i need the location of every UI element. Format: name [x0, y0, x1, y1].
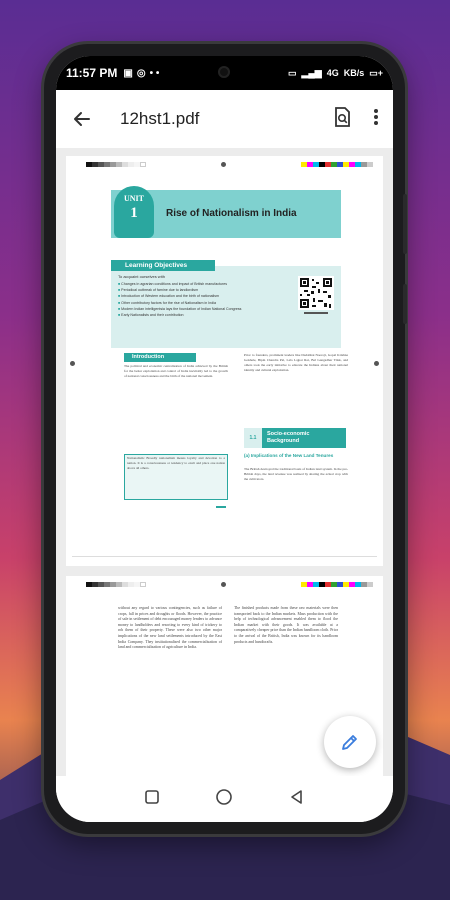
notification-icon: ▣ — [123, 67, 133, 79]
grayscale-bar — [86, 582, 146, 587]
list-item: ■ Changes in agrarian conditions and impact of British manufactures — [118, 281, 288, 287]
list-item: ■ Periodical outbreak of famine due to landlordism — [118, 287, 288, 293]
page2-right-column: The finished products made from these raw materials were then transported back to the Indian markets. Mass production with the help of technological advancement enabled them to flood the Indian market with their goods. It was available at a comparatively cheaper price than the Indian handloom cloth. Prior to the arrival of the British, India was known for its handloom products and handicrafts. — [234, 606, 338, 644]
unit-badge — [114, 186, 154, 238]
introduction-paragraph: The political and economic centralisation of India achieved by the British for the better exploitation and control of India inevitably led to the growth of national consciousness and the birth of the national movement. — [124, 364, 228, 379]
unit-label: UNIT — [123, 194, 144, 203]
objectives-list — [118, 281, 288, 318]
page-marker — [216, 506, 226, 508]
introduction-heading: Introduction — [124, 353, 196, 362]
page2-left-column: without any regard to various contingencies, such as failure of crops, fall in prices and droughts or floods. However, the practice of sale in settlement of debt encouraged money lenders to advance money to landholders and resorting to every kind of trickery to rob them of their property. These were also two other major implications of the new land settlements introduced by the East India Company. They institutionalised the commercialisation of land and commercialisation of agriculture in India. — [118, 606, 222, 650]
pdf-viewer[interactable] — [56, 148, 393, 776]
list-item: ■ Modern Indian intelligentsia lays the foundation of Indian National Congress — [118, 306, 288, 312]
subsection-paragraph: The British destroyed the traditional basis of Indian land system. In the pre-British days, the land revenue was realised by sharing the actual crop with the cultivators. — [244, 467, 348, 482]
chapter-title: Rise of Nationalism in India — [166, 208, 297, 219]
registration-mark — [221, 162, 226, 167]
qr-code-icon — [298, 276, 334, 316]
network-speed: KB/s — [343, 68, 365, 78]
file-title: 12hst1.pdf — [120, 109, 200, 128]
unit-number: 1 — [130, 205, 138, 221]
status-time: 11:57 PM — [66, 66, 118, 80]
edit-fab[interactable] — [324, 716, 376, 768]
edit-pencil-icon — [340, 732, 360, 752]
subsection-heading: (a) Implications of the New Land Tenures — [244, 453, 334, 458]
more-dots-icon: • • — [149, 67, 160, 79]
power-button — [403, 284, 407, 324]
objectives-intro: To acquaint ourselves with — [118, 274, 165, 279]
sync-icon: ◎ — [136, 67, 146, 79]
section-heading: Socio-economic Background — [262, 428, 346, 448]
search-document-icon[interactable] — [333, 107, 351, 132]
learning-objectives-heading: Learning Objectives — [111, 260, 215, 271]
system-nav-bar — [56, 776, 393, 822]
back-arrow-icon[interactable] — [70, 107, 94, 131]
signal-icon: ▂▄▆ — [301, 67, 322, 78]
nationalism-note: Nationalism: Broadly nationalism means loyalty and devotion to a nation. It is a consciousness or tendency to exalt and place one nation above all others. — [127, 456, 225, 471]
list-item: ■ Introduction of Western education and the birth of nationalism — [118, 293, 288, 299]
list-item: ■ Other contributory factors for the rise of Nationalism in India — [118, 300, 288, 306]
home-circle-icon[interactable] — [215, 788, 233, 811]
more-vert-icon[interactable] — [373, 108, 379, 131]
back-triangle-icon[interactable] — [289, 789, 305, 810]
color-bar — [301, 162, 373, 167]
phone-screen — [56, 56, 393, 822]
registration-mark — [374, 361, 379, 366]
battery-icon: ▭+ — [369, 67, 383, 78]
registration-mark — [221, 582, 226, 587]
app-bar — [56, 90, 393, 148]
color-bar — [301, 582, 373, 587]
section-number: 1.1 — [244, 428, 262, 448]
volume-button — [403, 194, 407, 254]
pdf-page-1 — [66, 156, 383, 566]
right-column-paragraph: Prior to founders, prominent leaders like Dadabhai Naoroji, Gopal Krishna Gokhale, Bipin Chandra Pal, Lala Lajpat Rai, Bal Gangadhar Tilak, and others took the early initiative to educate the Indians about their national identity and cultural exploitation. — [244, 353, 348, 373]
phone-frame — [44, 44, 405, 834]
grayscale-bar — [86, 162, 146, 167]
list-item: ■ Early Nationalists and their contribution — [118, 312, 288, 318]
network-type: 4G — [326, 68, 339, 78]
registration-mark — [70, 361, 75, 366]
recents-square-icon[interactable] — [144, 789, 160, 810]
front-camera — [218, 66, 230, 78]
nfc-icon: ▭ — [287, 67, 297, 78]
page-footer-rule — [72, 556, 377, 557]
